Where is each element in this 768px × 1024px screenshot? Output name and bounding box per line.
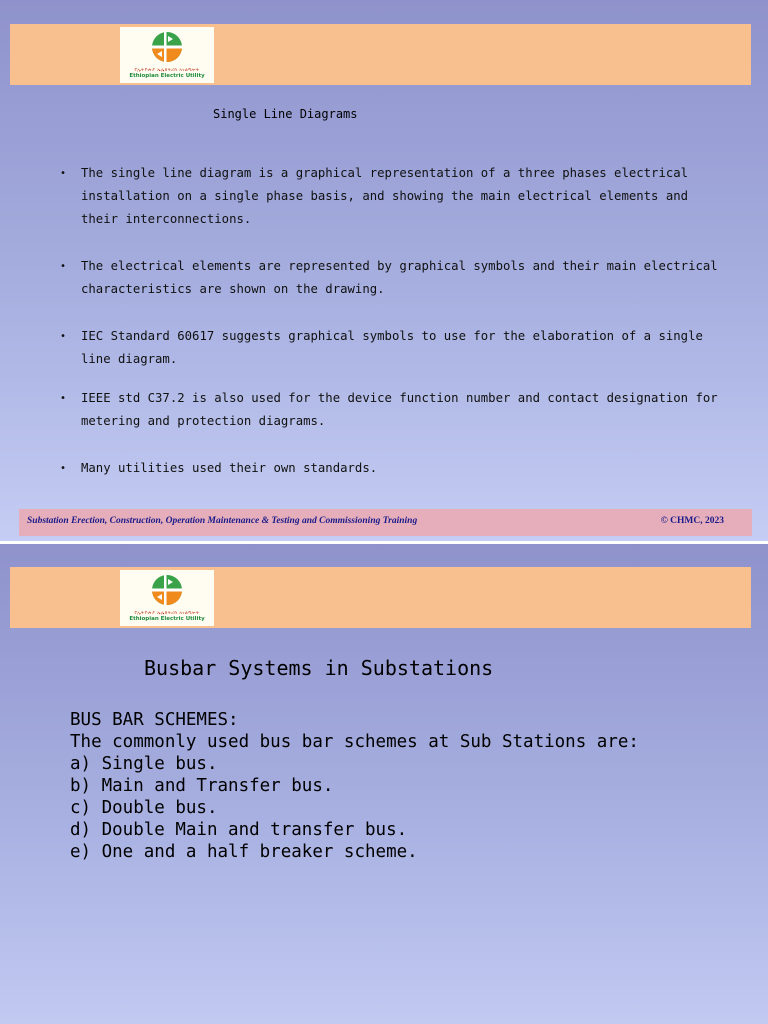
slide-busbar-systems — [0, 544, 768, 1024]
header-band — [10, 567, 751, 628]
bullet-item — [60, 325, 720, 371]
bullet-text: IEEE std C37.2 is also used for the device function number and contact designation for metering and protection diagrams. — [81, 391, 718, 428]
logo-emblem-icon — [120, 27, 214, 67]
header-band — [10, 24, 751, 85]
slide-title: Busbar Systems in Substations — [144, 656, 494, 680]
logo-caption-amharic: የኢትዮጵያ ኤሌክትሪክ አገልግሎት — [134, 611, 200, 616]
bullet-item — [60, 457, 720, 480]
slide-title: Single Line Diagrams — [213, 107, 358, 121]
bullet-text: IEC Standard 60617 suggests graphical symbols to use for the elaboration of a single line diagram. — [81, 329, 703, 366]
scheme-heading: BUS BAR SCHEMES: — [70, 710, 239, 730]
bullet-dot-icon: • — [60, 261, 67, 272]
footer-band — [19, 509, 752, 536]
scheme-item: e) One and a half breaker scheme. — [70, 842, 418, 862]
scheme-item: a) Single bus. — [70, 754, 218, 774]
logo-emblem-icon — [120, 570, 214, 610]
bullet-item — [60, 255, 720, 301]
bullet-dot-icon: • — [60, 168, 67, 179]
eeu-logo — [120, 27, 214, 83]
bullet-text: The electrical elements are represented by graphical symbols and their main electrical characteristics are shown on the drawing. — [81, 259, 718, 296]
logo-caption-english: Ethiopian Electric Utility — [129, 616, 205, 622]
eeu-logo — [120, 570, 214, 626]
bullet-dot-icon: • — [60, 331, 67, 342]
scheme-item: c) Double bus. — [70, 798, 218, 818]
scheme-item: d) Double Main and transfer bus. — [70, 820, 408, 840]
logo-caption-english: Ethiopian Electric Utility — [129, 73, 205, 79]
bullet-dot-icon: • — [60, 463, 67, 474]
bullet-dot-icon: • — [60, 393, 67, 404]
scheme-item: b) Main and Transfer bus. — [70, 776, 334, 796]
bullet-text: The single line diagram is a graphical representation of a three phases electrical installation on a single phase basis, and showing the main electrical elements and their interconnections. — [81, 166, 689, 226]
logo-caption-amharic: የኢትዮጵያ ኤሌክትሪክ አገልግሎት — [134, 68, 200, 73]
scheme-intro: The commonly used bus bar schemes at Sub Stations are: — [70, 732, 639, 752]
footer-training-title: Substation Erection, Construction, Operation Maintenance & Testing and Commissioning Training — [27, 516, 418, 526]
bullet-text: Many utilities used their own standards. — [81, 461, 378, 475]
bullet-item — [60, 162, 720, 231]
busbar-scheme-list — [70, 709, 639, 863]
footer-copyright: © CHMC, 2023 — [660, 516, 724, 526]
bullet-item — [60, 387, 720, 433]
